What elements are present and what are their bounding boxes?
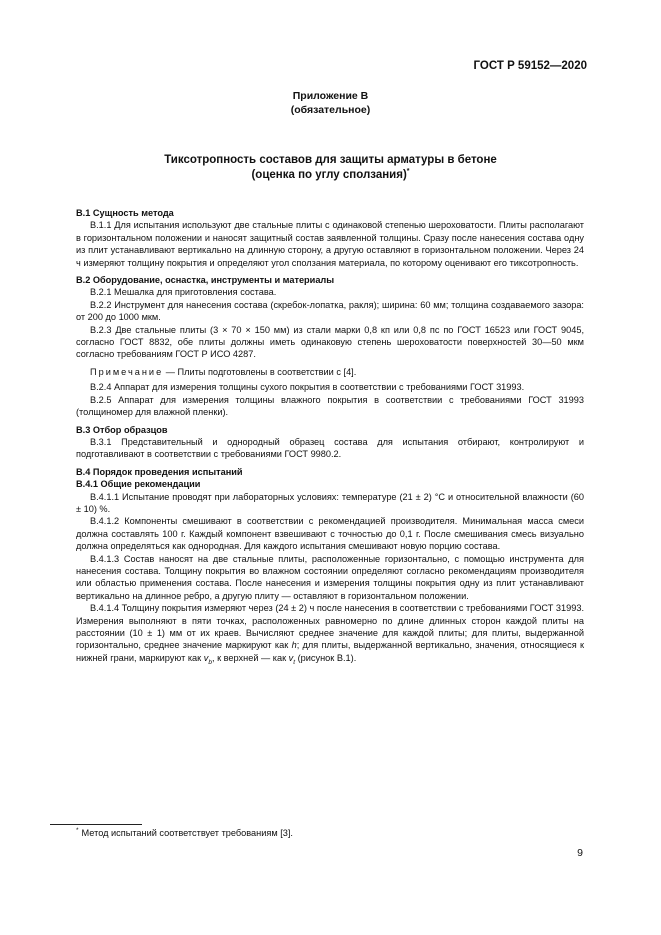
note: [76, 366, 584, 378]
symbol-v: v: [203, 652, 209, 663]
title-footnote-mark: *: [406, 168, 410, 176]
symbol-h: h: [291, 640, 297, 651]
document-title: [0, 153, 661, 183]
paragraph: В.2.4 Аппарат для измерения толщины сухого покрытия в соответствии с требованиями ГОСТ 31993.: [90, 382, 525, 393]
paragraph-text: ; для плиты, выдержанной вертикально, значения, относящиеся к нижней грани, маркируют как: [76, 640, 584, 663]
paragraph: В.2.5 Аппарат для измерения толщины влажного покрытия в соответствии с требованиями ГОСТ 31993 (толщиномер для влажной пленки).: [76, 394, 584, 418]
paragraph: В.4.1.2 Компоненты смешивают в соответствии с рекомендацией производителя. Минимальная масса смеси должна составлять 100 г. Каждый компонент взвешивают с точностью до 0,1 г. После смешивания смесь визуально должна определяться как однородная. Для каждого испытания смешивают новую порцию состава.: [76, 516, 584, 552]
paragraph: В.2.1 Мешалка для приготовления состава.: [90, 287, 277, 298]
paragraph-text: , к верхней — как: [211, 652, 289, 663]
document-body: [76, 207, 584, 664]
paragraph-text: В.4.1.4 Толщину покрытия измеряют через (24 ± 2) ч после нанесения в соответствии с требованиями ГОСТ 31993. Измерения выполняют в пяти точках, расположенных равномерно по длине длинных сторон каждой плиты на расстоянии (10 ± 1) мм от их краев. Вычисляют среднее значение для каждой плиты; для плиты, выдержанной горизонтально, среднее значение маркируют как: [76, 603, 584, 651]
title-line-2: (оценка по углу сползания): [251, 169, 407, 181]
paragraph: В.2.2 Инструмент для нанесения состава (скребок-лопатка, ракля); ширина: 60 мм; толщина создаваемого зазора: от 200 до 1000 мкм.: [76, 299, 584, 323]
section-heading: В.2 Оборудование, оснастка, инструменты и материалы: [76, 275, 335, 286]
section-heading: В.1 Сущность метода: [76, 208, 174, 218]
paragraph: В.3.1 Представительный и однородный образец состава для испытания отбирают, контролируют и подготавливают в соответствии с требованиями ГОСТ 9980.2.: [76, 436, 584, 460]
appendix-title: Приложение В: [292, 90, 369, 102]
section-heading: В.4 Порядок проведения испытаний: [76, 466, 243, 477]
standard-number: ГОСТ Р 59152—2020: [473, 60, 587, 72]
paragraph: В.4.1.3 Состав наносят на две стальные плиты, расположенные горизонтально, с помощью инструмента для нанесения состава. Толщину покрытия во влажном состоянии определяют согласно рекомендациям производителя или областью применения состава. После нанесения и измерения толщины покрытия одну из плит устанавливают вертикально на длинное ребро, а другую плиту — оставляют в горизонтальном положении.: [76, 553, 584, 601]
footnote: [76, 828, 293, 838]
page-number: 9: [577, 847, 583, 859]
symbol-v: v: [288, 652, 294, 663]
subscript-b: b: [208, 658, 212, 666]
footnote-text: Метод испытаний соответствует требованиям [3].: [81, 828, 293, 838]
subscript-t: t: [293, 658, 296, 666]
title-line-1: Тиксотропность составов для защиты арматуры в бетоне: [164, 154, 497, 166]
appendix-status: (обязательное): [290, 104, 371, 116]
note-label: Примечание: [90, 366, 164, 377]
footnote-mark: *: [76, 826, 79, 834]
section-heading: В.3 Отбор образцов: [76, 424, 168, 435]
paragraph: В.4.1.1 Испытание проводят при лабораторных условиях: температуре (21 ± 2) °С и относительной влажности (60 ± 10) %.: [76, 491, 584, 514]
footnote-separator: [50, 824, 142, 825]
note-text: — Плиты подготовлены в соответствии с [4].: [163, 366, 357, 377]
paragraph: [76, 602, 584, 664]
paragraph-text: (рисунок В.1).: [295, 652, 357, 663]
appendix-heading: [0, 89, 661, 117]
paragraph: В.1.1 Для испытания используют две стальные плиты с одинаковой степенью шероховатости. Плиты располагают в горизонтальном положении и наносят защитный состав заявленной толщины. Сразу после нанесения состава одну из плит устанавливают вертикально на длинную сторону, а другую оставляют в горизонтальном положении. Через 24 ч измеряют толщину покрытия и определяют угол сползания материала, по которому оценивают его тиксотропность.: [76, 220, 584, 268]
paragraph: В.2.3 Две стальные плиты (3 × 70 × 150 мм) из стали марки 0,8 кп или 0,8 пс по ГОСТ 16523 или ГОСТ 9045, согласно ГОСТ 8832, обе плиты должны иметь одинаковую степень шероховатости поверхностей 30—50 мкм согласно требованиям ГОСТ Р ИСО 4287.: [76, 324, 584, 360]
subsection-heading: В.4.1 Общие рекомендации: [76, 479, 201, 490]
